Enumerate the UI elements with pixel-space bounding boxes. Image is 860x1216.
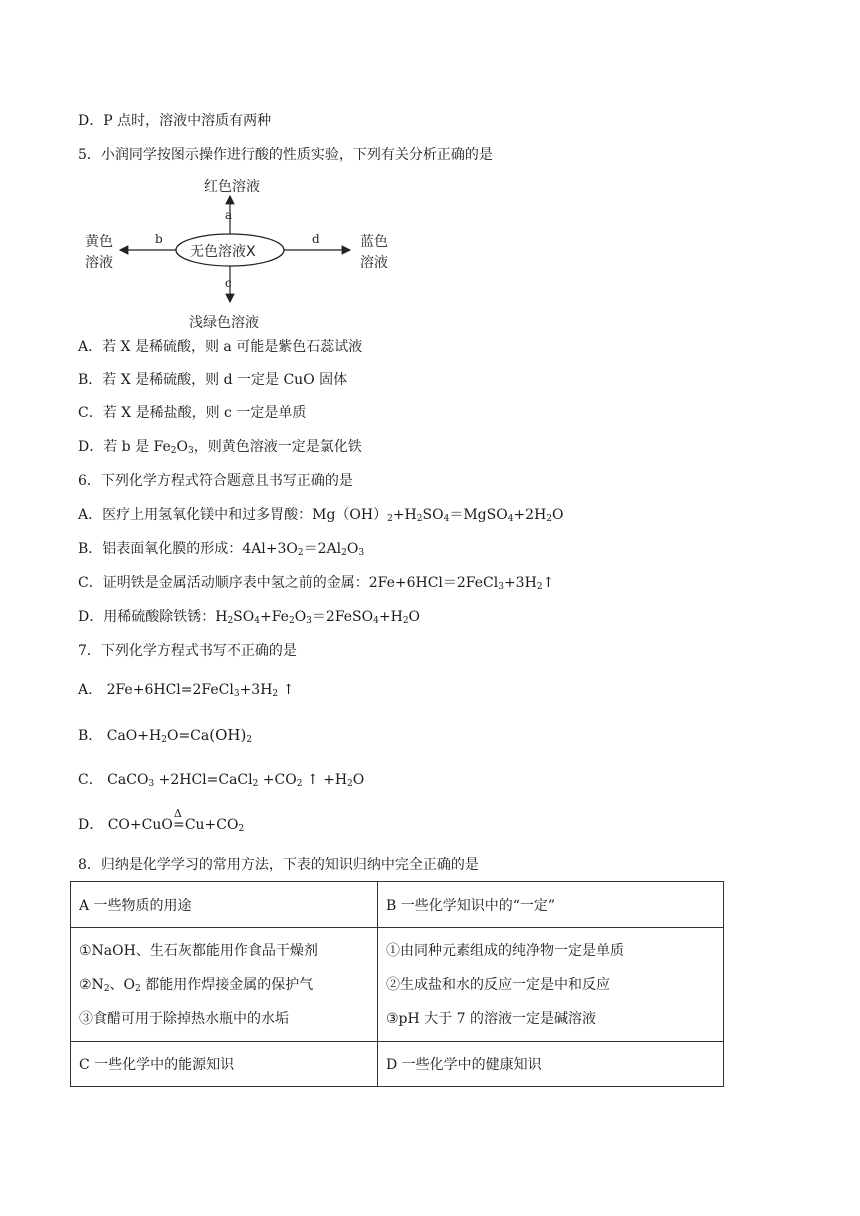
knowledge-table [70, 881, 724, 1087]
q5-option-b: B．若 X 是稀硫酸，则 d 一定是 CuO 固体 [78, 372, 348, 388]
cell-a-items: ①NaOH、生石灰都能用作食品干燥剂 $②N_2$、$O_2$ 都能用作焊接金属的保护气 ③食醋可用于除掉热水瓶中的水垢 [71, 928, 378, 1042]
arrow-c-label: c [225, 276, 232, 290]
label-left-1: 黄色 [85, 234, 113, 250]
label-center: 无色溶液X [190, 244, 256, 260]
q7-stem: 7．下列化学方程式书写不正确的是 [78, 643, 297, 659]
arrow-d-label: d [312, 232, 320, 246]
q6-option-a: A．医疗上用氢氧化镁中和过多胃酸：$Mg(OH)_2+H_2SO_4=MgSO_4+2H_2O$ [78, 507, 564, 524]
q7-option-d: D． CO+CuO Δ $=Cu+CO_2$ [78, 807, 245, 834]
label-top: 红色溶液 [204, 179, 260, 195]
q5-option-a: A．若 X 是稀硫酸，则 a 可能是紫色石蕊试液 [78, 339, 363, 355]
cell-b-head: B 一些化学知识中的“一定” [378, 882, 724, 928]
q7-option-a: A． $2Fe+6HCl=2FeCl_3+3H_2$ ↑ [78, 682, 295, 699]
q5-stem: 5．小润同学按图示操作进行酸的性质实验，下列有关分析正确的是 [78, 147, 493, 163]
q8-stem: 8．归纳是化学学习的常用方法，下表的知识归纳中完全正确的是 [78, 857, 479, 873]
label-left-2: 溶液 [85, 255, 113, 271]
q5-option-c: C．若 X 是稀盐酸，则 c 一定是单质 [78, 405, 307, 421]
arrow-b-label: b [155, 232, 163, 246]
q5-option-d: D．若 b 是 $Fe_2O_3$，则黄色溶液一定是氯化铁 [78, 439, 362, 456]
q6-stem: 6．下列化学方程式符合题意且书写正确的是 [78, 473, 353, 489]
cell-a-head: A 一些物质的用途 [71, 882, 378, 928]
cell-d-head: D 一些化学中的健康知识 [378, 1042, 724, 1087]
q6-option-b: B．铝表面氧化膜的形成：$4Al+3O_2=2Al_2O_3$ [78, 541, 365, 558]
q4-option-d: D．P 点时，溶液中溶质有两种 [78, 113, 272, 129]
q5-diagram [78, 172, 408, 334]
q6-option-d: D．用稀硫酸除铁锈：$H_2SO_4+Fe_2O_3=2FeSO_4+H_2O$ [78, 609, 421, 626]
q6-option-c: C．证明铁是金属活动顺序表中氢之前的金属：$2Fe+6HCl=2FeCl_3+3H_2↑$ [78, 575, 555, 592]
q7-option-c: C． CaCO$_3$ +2HCl=CaCl$_2$ $+CO_2$ ↑ $+H_2O$ [78, 772, 365, 789]
cell-b-items: ①由同种元素组成的纯净物一定是单质 ②生成盐和水的反应一定是中和反应 ③pH 大于 7 的溶液一定是碱溶液 [378, 928, 724, 1042]
arrow-a-label: a [225, 208, 233, 222]
label-bottom: 浅绿色溶液 [189, 315, 259, 331]
label-right-1: 蓝色 [360, 234, 388, 250]
cell-c-head: C 一些化学中的能源知识 [71, 1042, 378, 1087]
q7-option-b: B． $CaO+H_2O=Ca(OH)_2$ [78, 726, 253, 745]
label-right-2: 溶液 [360, 255, 388, 271]
